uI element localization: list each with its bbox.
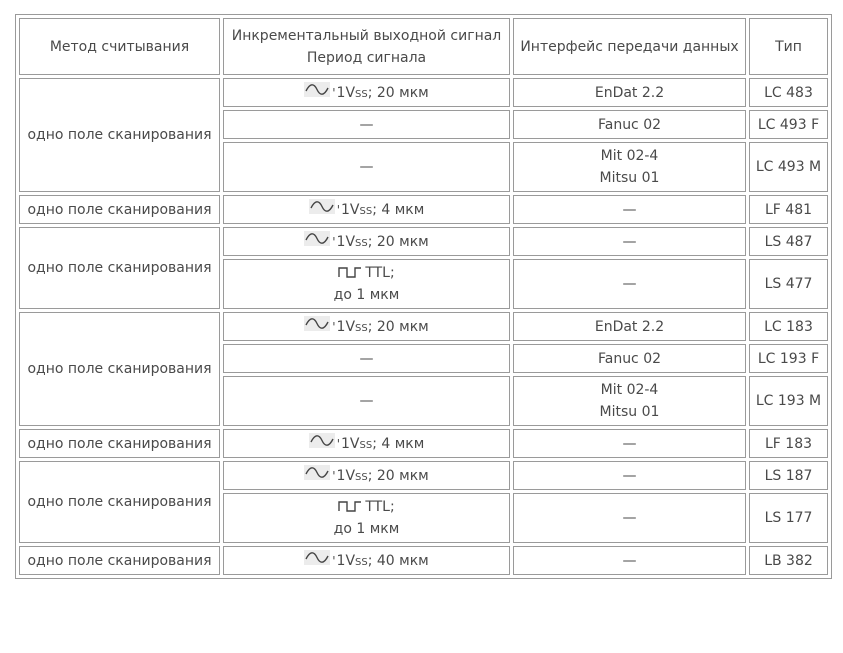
signal-ttl: TTL; xyxy=(365,265,395,281)
method-cell: одно поле сканирования xyxy=(19,78,220,192)
signal-cell xyxy=(223,461,510,490)
interface-line: — xyxy=(622,467,637,484)
square-wave-icon xyxy=(338,499,362,513)
signal-value: ' 1V SS ; 20 мкм xyxy=(304,82,429,104)
sine-wave-icon xyxy=(309,199,335,214)
interface-cell xyxy=(513,546,746,575)
method-cell: одно поле сканирования xyxy=(19,312,220,426)
signal-cell xyxy=(223,259,510,309)
spec-table-container xyxy=(15,14,832,579)
signal-ttl: TTL; xyxy=(365,499,395,515)
tick-mark: ' xyxy=(336,202,340,217)
signal-rest: ; 20 мкм xyxy=(367,233,429,250)
signal-cell xyxy=(223,227,510,256)
signal-line2: до 1 мкм xyxy=(333,521,400,537)
method-cell: одно поле сканирования xyxy=(19,227,220,309)
interface-line: EnDat 2.2 xyxy=(594,318,665,335)
signal-cell xyxy=(223,429,510,458)
spec-table xyxy=(15,14,832,579)
interface-cell xyxy=(513,78,746,107)
signal-rest: ; 20 мкм xyxy=(367,318,429,335)
interface-line: Mit 02-4 xyxy=(600,382,659,398)
header-row xyxy=(19,18,828,75)
sine-wave-icon xyxy=(304,465,330,480)
signal-line2: до 1 мкм xyxy=(333,287,400,303)
table-row xyxy=(19,429,828,458)
signal-main: 1V xyxy=(336,233,356,250)
signal-main: 1V xyxy=(341,201,360,218)
signal-cell: — xyxy=(223,344,510,373)
sine-wave-icon xyxy=(304,231,330,246)
interface-cell xyxy=(513,493,746,543)
interface-cell xyxy=(513,312,746,341)
type-cell: LF 481 xyxy=(749,195,828,224)
type-cell: LC 493 M xyxy=(749,142,828,192)
signal-value: ' 1V SS ; 20 мкм xyxy=(304,316,429,338)
table-row xyxy=(19,227,828,256)
type-cell: LS 477 xyxy=(749,259,828,309)
sine-wave-icon xyxy=(309,433,335,448)
interface-line: — xyxy=(622,201,637,218)
signal-cell xyxy=(223,195,510,224)
interface-cell xyxy=(513,142,746,192)
signal-main: 1V xyxy=(336,467,356,484)
interface-line: Mitsu 01 xyxy=(599,404,660,420)
interface-cell xyxy=(513,259,746,309)
signal-rest: ; 40 мкм xyxy=(367,552,429,569)
tick-mark: ' xyxy=(336,436,340,451)
interface-line: — xyxy=(622,435,637,452)
sine-wave-icon xyxy=(304,316,330,331)
signal-value: ' 1V SS ; 20 мкм xyxy=(304,465,429,487)
signal-cell: — xyxy=(223,110,510,139)
signal-rest: ; 20 мкм xyxy=(367,467,429,484)
signal-rest: ; 4 мкм xyxy=(372,435,425,452)
type-cell: LB 382 xyxy=(749,546,828,575)
signal-cell xyxy=(223,493,510,543)
signal-value: ' 1V SS ; 4 мкм xyxy=(309,199,425,221)
interface-cell xyxy=(513,461,746,490)
method-cell: одно поле сканирования xyxy=(19,429,220,458)
type-cell: LC 183 xyxy=(749,312,828,341)
signal-cell: — xyxy=(223,376,510,426)
tick-mark: ' xyxy=(332,319,336,334)
type-cell: LF 183 xyxy=(749,429,828,458)
signal-line1 xyxy=(228,496,505,518)
type-cell: LS 487 xyxy=(749,227,828,256)
tick-mark: ' xyxy=(332,553,336,568)
header-signal-line1: Инкрементальный выходной сигнал xyxy=(231,27,502,44)
table-row xyxy=(19,78,828,107)
method-cell: одно поле сканирования xyxy=(19,195,220,224)
signal-cell xyxy=(223,312,510,341)
square-wave-icon xyxy=(338,265,362,279)
interface-line: Mit 02-4 xyxy=(600,148,659,164)
signal-value: ' 1V SS ; 40 мкм xyxy=(304,550,429,572)
tick-mark: ' xyxy=(332,85,336,100)
interface-line: — xyxy=(622,510,637,526)
sine-wave-icon xyxy=(304,82,330,97)
table-row xyxy=(19,461,828,490)
signal-main: 1V xyxy=(336,552,356,569)
type-cell: LC 193 F xyxy=(749,344,828,373)
interface-line: Fanuc 02 xyxy=(597,116,662,133)
signal-cell xyxy=(223,546,510,575)
signal-value: ' 1V SS ; 20 мкм xyxy=(304,231,429,253)
header-interface: Интерфейс передачи данных xyxy=(513,18,746,75)
signal-rest: ; 4 мкм xyxy=(372,201,425,218)
interface-line: Mitsu 01 xyxy=(599,170,660,186)
signal-value: ' 1V SS ; 4 мкм xyxy=(309,433,425,455)
type-cell: LC 193 M xyxy=(749,376,828,426)
signal-cell: — xyxy=(223,142,510,192)
interface-cell xyxy=(513,344,746,373)
table-row xyxy=(19,195,828,224)
tick-mark: ' xyxy=(332,468,336,483)
interface-cell xyxy=(513,429,746,458)
header-signal xyxy=(223,18,510,75)
header-type: Тип xyxy=(749,18,828,75)
interface-cell xyxy=(513,110,746,139)
signal-cell xyxy=(223,78,510,107)
signal-main: 1V xyxy=(341,435,360,452)
type-cell: LC 483 xyxy=(749,78,828,107)
interface-cell xyxy=(513,227,746,256)
sine-wave-icon xyxy=(304,550,330,565)
table-body xyxy=(19,78,828,575)
type-cell: LC 493 F xyxy=(749,110,828,139)
method-cell: одно поле сканирования xyxy=(19,546,220,575)
interface-line: — xyxy=(622,233,637,250)
interface-cell xyxy=(513,376,746,426)
interface-line: — xyxy=(622,276,637,292)
type-cell: LS 177 xyxy=(749,493,828,543)
signal-main: 1V xyxy=(336,84,356,101)
table-row xyxy=(19,312,828,341)
method-cell: одно поле сканирования xyxy=(19,461,220,543)
signal-rest: ; 20 мкм xyxy=(367,84,429,101)
interface-line: — xyxy=(622,552,637,569)
type-cell: LS 187 xyxy=(749,461,828,490)
interface-cell xyxy=(513,195,746,224)
tick-mark: ' xyxy=(332,234,336,249)
table-row xyxy=(19,546,828,575)
signal-line1 xyxy=(228,262,505,284)
signal-main: 1V xyxy=(336,318,356,335)
interface-line: Fanuc 02 xyxy=(597,350,662,367)
header-signal-line2: Период сигнала xyxy=(306,49,427,66)
header-method: Метод считывания xyxy=(19,18,220,75)
interface-line: EnDat 2.2 xyxy=(594,84,665,101)
